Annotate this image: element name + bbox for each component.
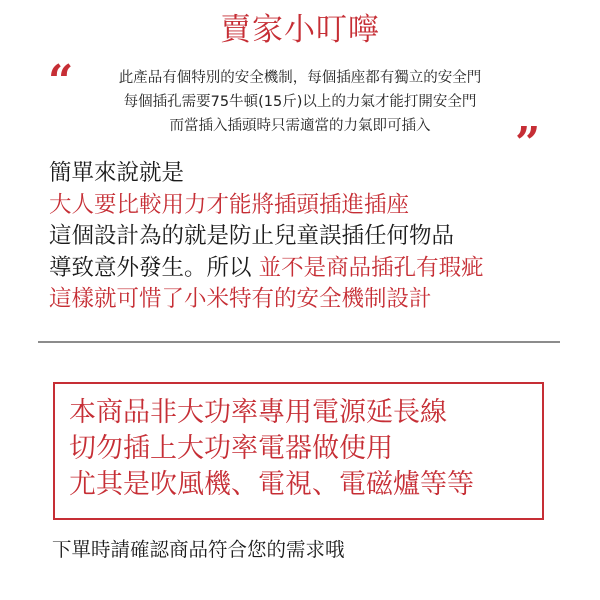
quote-line: 此產品有個特別的安全機制，每個插座都有獨立的安全門: [118, 70, 482, 86]
warning-box: [53, 382, 544, 520]
explanation-line-highlight: 這樣就可惜了小米特有的安全機制設計: [49, 286, 432, 312]
explanation-highlight: 並不是商品插孔有瑕疵: [258, 254, 484, 281]
quote-block: [60, 66, 540, 138]
footer-note: 下單時請確認商品符合您的需求哦: [52, 538, 345, 561]
explanation-block: [49, 158, 569, 316]
open-quote-icon: “: [48, 56, 74, 107]
explanation-line: 這個設計為的就是防止兒童誤插任何物品: [49, 223, 455, 249]
quote-line: 每個插孔需要75牛頓(15斤)以上的力氣才能打開安全門: [123, 94, 477, 110]
explanation-text: 導致意外發生。所以: [49, 254, 252, 281]
quote-line: 而當插入插頭時只需適當的力氣即可插入: [169, 118, 431, 134]
close-quote-icon: ”: [515, 118, 541, 169]
page-title: 賣家小叮嚀: [220, 12, 380, 48]
warning-line: 尤其是吹風機、電視、電磁爐等等: [69, 469, 474, 500]
warning-text: [69, 395, 474, 503]
warning-line: 切勿插上大功率電器做使用: [69, 433, 393, 464]
explanation-line-highlight: 大人要比較用力才能將插頭插進插座: [49, 191, 410, 218]
warning-line: 本商品非大功率專用電源延長線: [69, 397, 447, 428]
explanation-line-mixed: [49, 253, 569, 285]
section-divider: [38, 341, 560, 343]
explanation-line: 簡單來說就是: [49, 160, 185, 186]
